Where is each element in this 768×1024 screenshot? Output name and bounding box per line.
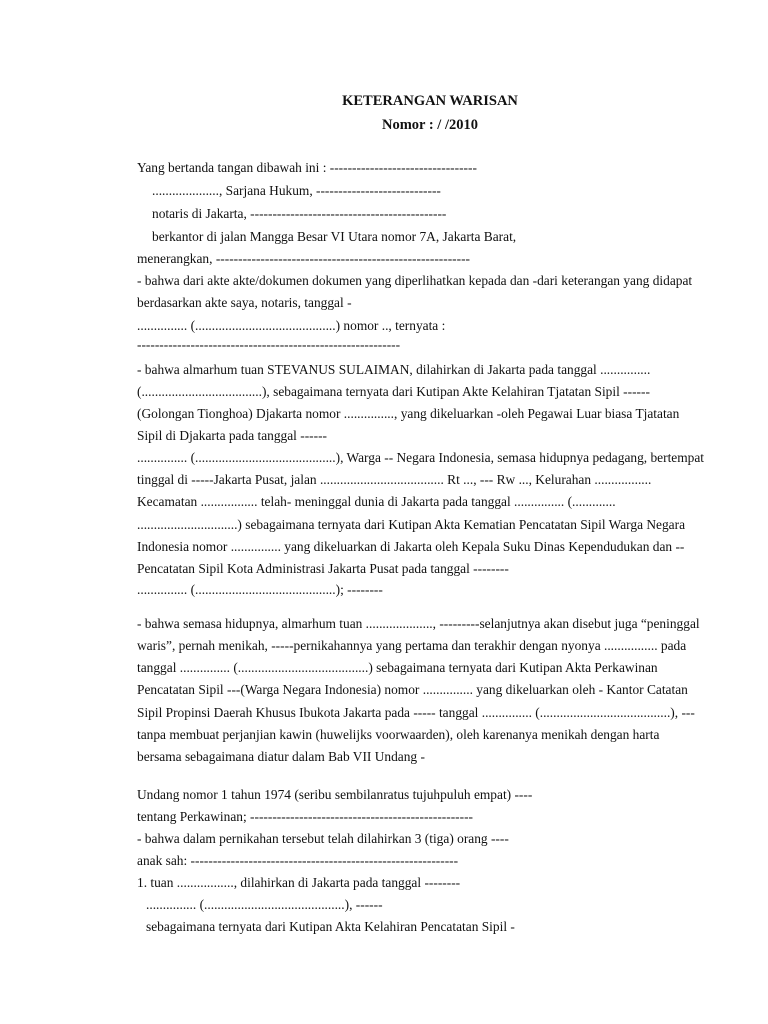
text-line: Kecamatan ................. telah- meninggal dunia di Jakarta pada tanggal ............... (............. bbox=[137, 494, 616, 509]
text-line: Sipil di Djakarta pada tanggal ------ bbox=[137, 428, 327, 443]
text-line: - bahwa semasa hidupnya, almarhum tuan ...................., ---------selanjutnya akan disebut juga “peninggal bbox=[137, 616, 700, 631]
text-line: - bahwa dari akte akte/dokumen dokumen yang diperlihatkan kepada dan -dari keterangan yang didapat bbox=[137, 273, 693, 288]
text-line: ............... (..........................................) nomor .., ternyata : bbox=[137, 318, 446, 333]
text-line: (....................................), sebagaimana ternyata dari Kutipan Akte Kelahiran Tjatatan Sipil ------ bbox=[137, 384, 650, 399]
text-line: waris”, pernah menikah, -----pernikahannya yang pertama dan terakhir dengan nyonya ................ pada bbox=[137, 638, 687, 653]
text-line: ............... (..........................................), ------ bbox=[146, 897, 383, 912]
text-line: berdasarkan akte saya, notaris, tanggal - bbox=[137, 295, 352, 310]
text-line: Sipil Propinsi Daerah Khusus Ibukota Jakarta pada ----- tanggal ............... (.......................................), --- bbox=[137, 705, 695, 720]
text-line: sebagaimana ternyata dari Kutipan Akta Kelahiran Pencatatan Sipil - bbox=[146, 919, 515, 934]
text-line: Pencatatan Sipil Kota Administrasi Jakarta Pusat pada tanggal -------- bbox=[137, 561, 509, 576]
text-line: Indonesia nomor ............... yang dikeluarkan di Jakarta oleh Kepala Suku Dinas Kependudukan dan -- bbox=[137, 539, 685, 554]
text-line: berkantor di jalan Mangga Besar VI Utara nomor 7A, Jakarta Barat, bbox=[152, 229, 517, 244]
text-line: bersama sebagaimana diatur dalam Bab VII Undang - bbox=[137, 749, 425, 764]
text-line: ..............................) sebagaimana ternyata dari Kutipan Akta Kematian Pencatatan Sipil Warga Negara bbox=[137, 517, 686, 532]
text-line: ............... (..........................................); -------- bbox=[137, 582, 383, 597]
document-number: Nomor : / /2010 bbox=[382, 117, 478, 133]
text-line: tinggal di -----Jakarta Pusat, jalan ..................................... Rt ..., --- Rw ..., Kelurahan ................. bbox=[137, 472, 652, 487]
text-line: ----------------------------------------------------------- bbox=[137, 337, 401, 352]
document-title: KETERANGAN WARISAN bbox=[342, 93, 518, 109]
text-line: Yang bertanda tangan dibawah ini : --------------------------------- bbox=[137, 160, 477, 175]
text-line: tentang Perkawinan; -------------------------------------------------- bbox=[137, 809, 474, 824]
text-line: menerangkan, --------------------------------------------------------- bbox=[137, 251, 470, 266]
text-line: tanpa membuat perjanjian kawin (huwelijks voorwaarden), oleh karenanya menikah dengan harta bbox=[137, 727, 660, 742]
text-line: 1. tuan ................., dilahirkan di Jakarta pada tanggal -------- bbox=[137, 875, 461, 890]
text-line: tanggal ............... (.......................................) sebagaimana ternyata dari Kutipan Akta Perkawinan bbox=[137, 660, 658, 675]
text-line: Undang nomor 1 tahun 1974 (seribu sembilanratus tujuhpuluh empat) ---- bbox=[137, 787, 533, 802]
text-line: Pencatatan Sipil ---(Warga Negara Indonesia) nomor ............... yang dikeluarkan oleh - Kantor Catatan bbox=[137, 682, 688, 697]
text-line: notaris di Jakarta, -------------------------------------------- bbox=[152, 206, 447, 221]
text-line: ............... (..........................................), Warga -- Negara Indonesia, semasa hidupnya pedagang, bertempat bbox=[137, 450, 705, 465]
text-line: - bahwa almarhum tuan STEVANUS SULAIMAN, dilahirkan di Jakarta pada tanggal ............... bbox=[137, 362, 651, 377]
text-line: (Golongan Tionghoa) Djakarta nomor ..............., yang dikeluarkan -oleh Pegawai Luar biasa Tjatatan bbox=[137, 406, 680, 421]
text-line: - bahwa dalam pernikahan tersebut telah dilahirkan 3 (tiga) orang ---- bbox=[137, 831, 509, 846]
text-line: ...................., Sarjana Hukum, ---------------------------- bbox=[152, 183, 441, 198]
text-line: anak sah: ------------------------------------------------------------ bbox=[137, 853, 459, 868]
